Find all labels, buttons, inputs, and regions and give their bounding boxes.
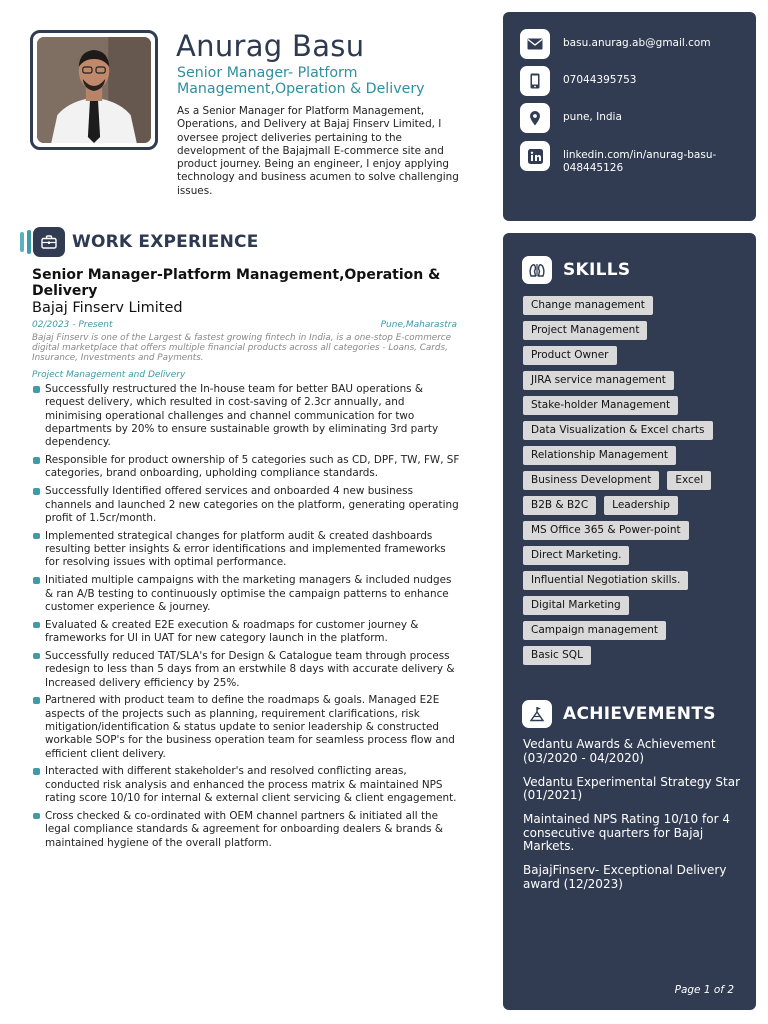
bullet-item: Initiated multiple campaigns with the marketing managers & included nudges & ran A/B testing to continuously optimise the campaign patterns to enhance customer experience & journey.: [32, 574, 462, 614]
profile-photo-frame: [30, 30, 158, 150]
skill-chip: Change management: [523, 296, 653, 315]
contact-linkedin[interactable]: [520, 141, 738, 175]
achievement-bullets: [32, 383, 462, 854]
skill-chip: Relationship Management: [523, 446, 676, 465]
section-accent-bars: [20, 230, 31, 254]
skills-header: [522, 256, 630, 284]
location-icon: [520, 103, 550, 133]
skill-chip: MS Office 365 & Power-point: [523, 521, 689, 540]
linkedin-icon: [520, 141, 550, 171]
achievement-item: Vedantu Experimental Strategy Star (01/2021): [523, 774, 741, 802]
candidate-title: Senior Manager- Platform Management,Operation & Delivery: [177, 65, 425, 97]
bullet-item: Implemented strategical changes for platform audit & created dashboards resulting better insights & error identifications and implemented frameworks for resolving issues with optimal performance.: [32, 530, 462, 570]
profile-photo: [37, 37, 151, 143]
person-silhouette: [37, 37, 151, 143]
achievement-item: BajajFinserv- Exceptional Delivery award (12/2023): [523, 863, 727, 891]
briefcase-icon: [33, 227, 65, 257]
bullet-item: Interacted with different stakeholder's and resolved conflicting areas, conducted risk analysis and enhanced the process matrix & maintained NPS rating score 10/10 for internal & external client servicing & client engagement.: [32, 765, 462, 805]
achievement-item: Vedantu Awards & Achievement (03/2020 - 04/2020): [523, 737, 716, 765]
skills-achievements-panel: [503, 233, 756, 1010]
skill-chip: Basic SQL: [523, 646, 591, 665]
achievements-list: [523, 738, 745, 902]
skill-chip: B2B & B2C: [523, 496, 596, 515]
job-company: Bajaj Finserv Limited: [32, 300, 183, 316]
skill-chip: Leadership: [604, 496, 678, 515]
job-department: Project Management and Delivery: [32, 370, 186, 380]
contact-email[interactable]: [520, 29, 738, 59]
work-experience-header: [20, 227, 259, 257]
skill-chip: Excel: [667, 471, 711, 490]
bullet-item: Partnered with product team to define the roadmaps & goals. Managed E2E aspects of the projects such as planning, requirement clarifications, risk mitigation/identification & status update to senior leadership & constructed workable SOP's for the business operation team for seamless process flow and efficient client delivery.: [32, 694, 462, 760]
job-location: Pune,Maharastra: [380, 320, 457, 330]
candidate-name: Anurag Basu: [176, 29, 365, 63]
skill-chip: Campaign management: [523, 621, 666, 640]
contact-location: [520, 103, 738, 133]
bullet-item: Successfully restructured the In-house team for better BAU operations & request delivery, which resulted in cost-saving of 2.3cr annually, and minimising operational challenges and channel communication for two departments by 20% to ensure sustainable growth by eliminating 3rd party dependency.: [32, 383, 462, 449]
skill-chip: Direct Marketing.: [523, 546, 629, 565]
company-description: Bajaj Finserv is one of the Largest & fastest growing fintech in India, is a one-stop E-commerce digital marketplace that offers multiple financial products across all categories - Loans, Cards, Insurance, Investments and Payments.: [32, 333, 452, 364]
skill-chip: JIRA service management: [523, 371, 674, 390]
skills-title: SKILLS: [563, 260, 631, 280]
bullet-item: Evaluated & created E2E execution & roadmaps for customer journey & frameworks for UI in UAT for new category launch in the platform.: [32, 619, 462, 646]
achievements-title: ACHIEVEMENTS: [563, 704, 716, 724]
skill-chip: Project Management: [523, 321, 647, 340]
page-number: Page 1 of 2: [674, 984, 734, 996]
bullet-item: Responsible for product ownership of 5 categories such as CD, DPF, TW, FW, SF categories, brand onboarding, upholding compliance standards.: [32, 454, 462, 481]
phone-icon: [520, 66, 550, 96]
job-title: Senior Manager-Platform Management,Operation & Delivery: [32, 267, 441, 299]
bullet-item: Successfully reduced TAT/SLA's for Design & Catalogue team through process redesign to less than 5 days from an erstwhile 8 days with accurate delivery & Increased delivery efficiency by 25%.: [32, 650, 462, 690]
skill-chip: Stake-holder Management: [523, 396, 678, 415]
skill-chip: Influential Negotiation skills.: [523, 571, 688, 590]
skill-chip: Digital Marketing: [523, 596, 629, 615]
skill-chip: Data Visualization & Excel charts: [523, 421, 713, 440]
skill-chip: Product Owner: [523, 346, 617, 365]
job-dates: 02/2023 - Present: [32, 320, 113, 330]
work-experience-title: WORK EXPERIENCE: [72, 232, 259, 252]
profile-summary: As a Senior Manager for Platform Management, Operations, and Delivery at Bajaj Finserv Limited, I oversee project deliveries pertaining to the development of the Bajajmall E-commerce site and product journey. Being an engineer, I enjoy applying technology and business acumen to solve challenging issues.: [177, 105, 459, 197]
linkedin-text: linkedin.com/in/anurag-basu-048445126: [563, 149, 717, 174]
job-meta: [32, 320, 457, 330]
skills-icon: [522, 256, 552, 284]
achievement-item: Maintained NPS Rating 10/10 for 4 consecutive quarters for Bajaj Markets.: [523, 812, 730, 853]
contact-phone[interactable]: [520, 66, 738, 96]
skills-list: [523, 296, 738, 665]
email-text: basu.anurag.ab@gmail.com: [563, 37, 711, 49]
contact-panel: [503, 12, 756, 221]
achievements-header: [522, 700, 716, 728]
email-icon: [520, 29, 550, 59]
skill-chip: Business Development: [523, 471, 659, 490]
achievement-icon: [522, 700, 552, 728]
phone-text: 07044395753: [563, 74, 637, 86]
bullet-item: Successfully Identified offered services and onboarded 4 new business channels and launched 2 new categories on the platform, generating operating profit of 1.5cr/month.: [32, 485, 462, 525]
location-text: pune, India: [563, 111, 622, 123]
bullet-item: Cross checked & co-ordinated with OEM channel partners & initiated all the legal compliance standards & agreement for onboarding dealers & brands & maintained hygiene of the overall platform.: [32, 810, 462, 850]
